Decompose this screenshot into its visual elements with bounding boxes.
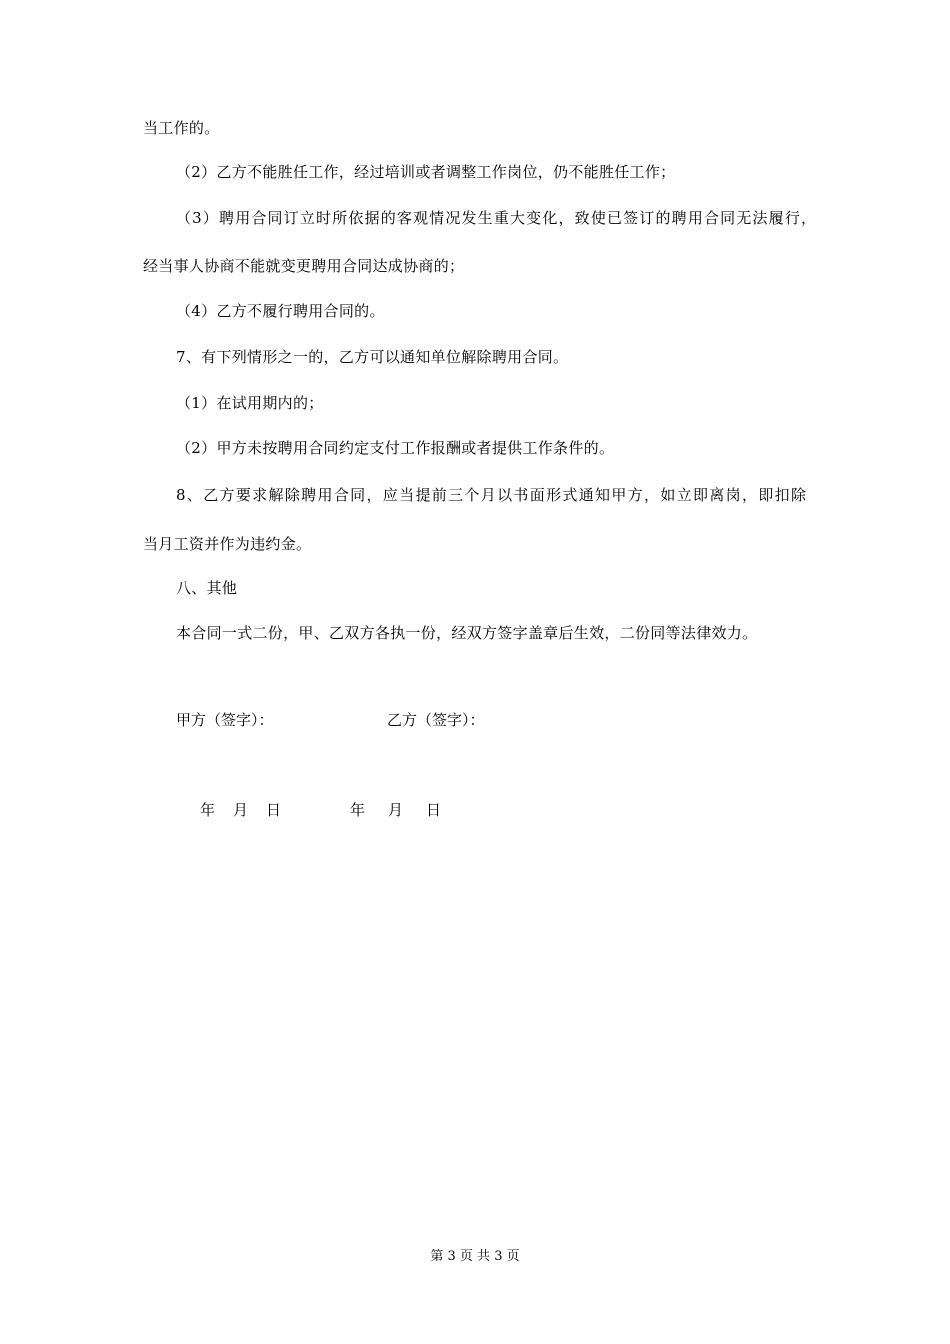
section-8-heading: 八、其他 — [176, 579, 238, 597]
clause-8: 8、乙方要求解除聘用合同，应当提前三个月以书面形式通知甲方，如立即离岗，即扣除 — [176, 486, 806, 504]
party-a-signature-label: 甲方（签字）： — [176, 711, 274, 729]
party-a-month-label: 月 — [233, 801, 249, 819]
party-b-day-label: 日 — [426, 801, 442, 819]
party-b-year-label: 年 — [350, 801, 366, 819]
clause-8-continuation: 当月工资并作为违约金。 — [143, 535, 312, 553]
clause-item-4: （4）乙方不履行聘用合同的。 — [176, 302, 385, 320]
clause-7-item-2: （2）甲方未按聘用合同约定支付工作报酬或者提供工作条件的。 — [176, 439, 615, 457]
paragraph-continuation: 当工作的。 — [143, 119, 220, 137]
clause-7-heading: 7、有下列情形之一的，乙方可以通知单位解除聘用合同。 — [176, 348, 569, 366]
clause-item-3: （3）聘用合同订立时所依据的客观情况发生重大变化，致使已签订的聘用合同无法履行， — [176, 209, 816, 227]
page-number-footer: 第 3 页 共 3 页 — [430, 1249, 520, 1264]
party-b-month-label: 月 — [388, 801, 404, 819]
clause-item-2: （2）乙方不能胜任工作，经过培训或者调整工作岗位，仍不能胜任工作； — [176, 163, 676, 181]
party-a-year-label: 年 — [200, 801, 216, 819]
closing-clause: 本合同一式二份，甲、乙双方各执一份，经双方签字盖章后生效，二份同等法律效力。 — [176, 624, 758, 642]
party-b-signature-label: 乙方（签字）： — [387, 711, 485, 729]
clause-7-item-1: （1）在试用期内的； — [176, 394, 324, 412]
party-a-day-label: 日 — [266, 801, 282, 819]
clause-item-3-continuation: 经当事人协商不能就变更聘用合同达成协商的； — [143, 257, 465, 275]
